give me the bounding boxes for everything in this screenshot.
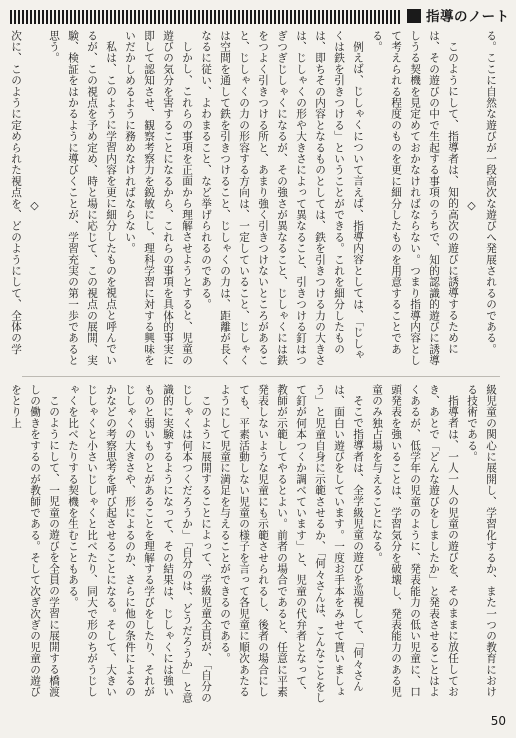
header-square-marker [407,9,421,23]
header-band [10,6,510,28]
paragraph: 次に、このように定められた視点を、どのようにして、全体の学 [10,30,22,355]
paragraph: このようにして、一児童の遊びを全員の学習に展開する橋渡しの働きをするのが教師である。そして次ぎ次ぎの児童の遊びをとり上 [10,384,60,698]
page-number: 50 [490,714,506,728]
diamond-separator: ◇ [28,198,41,213]
section-divider [22,376,500,377]
text-block-bottom [10,384,500,706]
paragraph: しかし、これらの事項を正面から理解させようとすると、児童の遊びの気分を害することになるから、これらの事項を具体的事実に即して認知させ、観察考察力を鋭敏にし、理科学習に対する興味をいだかしめるように務めなければならない。 [124,30,193,366]
diamond-separator: ◇ [465,198,478,213]
paragraph: このように展開することによって、学級児童全員が、「自分のじしゃくは何本つくだろうか」「自分のは、どうだろうか」と意識的に実験するようになって、その結果は、じしゃくには強いものと弱いものとがあることを理解する学びをしたり、それがじしゃくの大きさや、形によるのか、さらに他の条件によるのかなどの考察思考を呼び起させることになる。そして、大きいじしゃくと小さいじしゃくと比べたり、同大で形のちがうじしゃくを比べたりする契機を生むこともある。 [67,384,212,704]
paragraph: 指導者は、一人一人の児童の遊びを、そのままに放任しておき、あとで「どんな遊びをしましたか」と発表させることはよくあるが、低学年の児童のように、発表能力の低い児童に、口頭発表を強いることは、学習気分を破壊し、発表能力のある児童のみ独占場を与えることになる。 [371,384,459,698]
paragraph: 級児童の関心に展開し、学習化するか、また一つの教育における技術である。 [466,384,497,698]
header-stripe-decoration [10,10,402,24]
paragraph: このようにして、指導者は、知的高次の遊びに誘導するためには、その遊びの中で生起する事項のうちで、知的認識的遊びに誘導しうる契機を見定めておかなければならない。つまり指導内容として考えられる程度のものを更に細分したものを用意することである。 [371,30,459,366]
paragraph: 例えば、じしゃくについて言えば、指導内容としては、「じしゃくは鉄を引きつける」ということができる。これを細分したものは、即ちその内容となるものとしては、鉄を引きつける力の大きさは、じしゃくの形や大きさによって異なること、引きつける釘はつぎつぎじしゃくになるが、その強さが異なること、じしゃくには鉄をつよく引きつける所と、あまり強く引きつけないところがあること、じしゃくの力の形容する方向は、一定していること、じしゃくは空間を通して鉄を引きつけること、じしゃくの力は、距離が長くなるに従い、よわまること、など挙げられるのである。 [200,30,364,366]
paragraph: 私は、このように学習内容を更に細分したものを視点と呼んでいるが、この視点を予め定め、時と場に応じて、この視点の展開、実験、検証をはかるように導びくことが、学習充実の第一歩であると思う。 [48,30,117,366]
text-block-top [10,30,500,370]
paragraph: る。ここに自然な遊びが一段高次な遊びへ発展されるのである。 [485,30,497,355]
section-title: 指導のノート [426,9,510,25]
paragraph: そこで指導者は、全学級児童の遊びを巡視して、「何々さんは、面白い遊びをしています。一度お手本をみせて貰いましょう」と児童自身に示範させるか、「何々さんは、こんなことをして釘が何本つくか調べています」と、児童の代弁者となって、教師が示範してやるとよい。前者の場合であると、任意に平素発表しないような児童にも示範させられるし、後者の場合にしても、平素活動しない児童の様子を言って各児童に順次あたるようにして児童に満足を与えることができるのである。 [219,384,364,704]
